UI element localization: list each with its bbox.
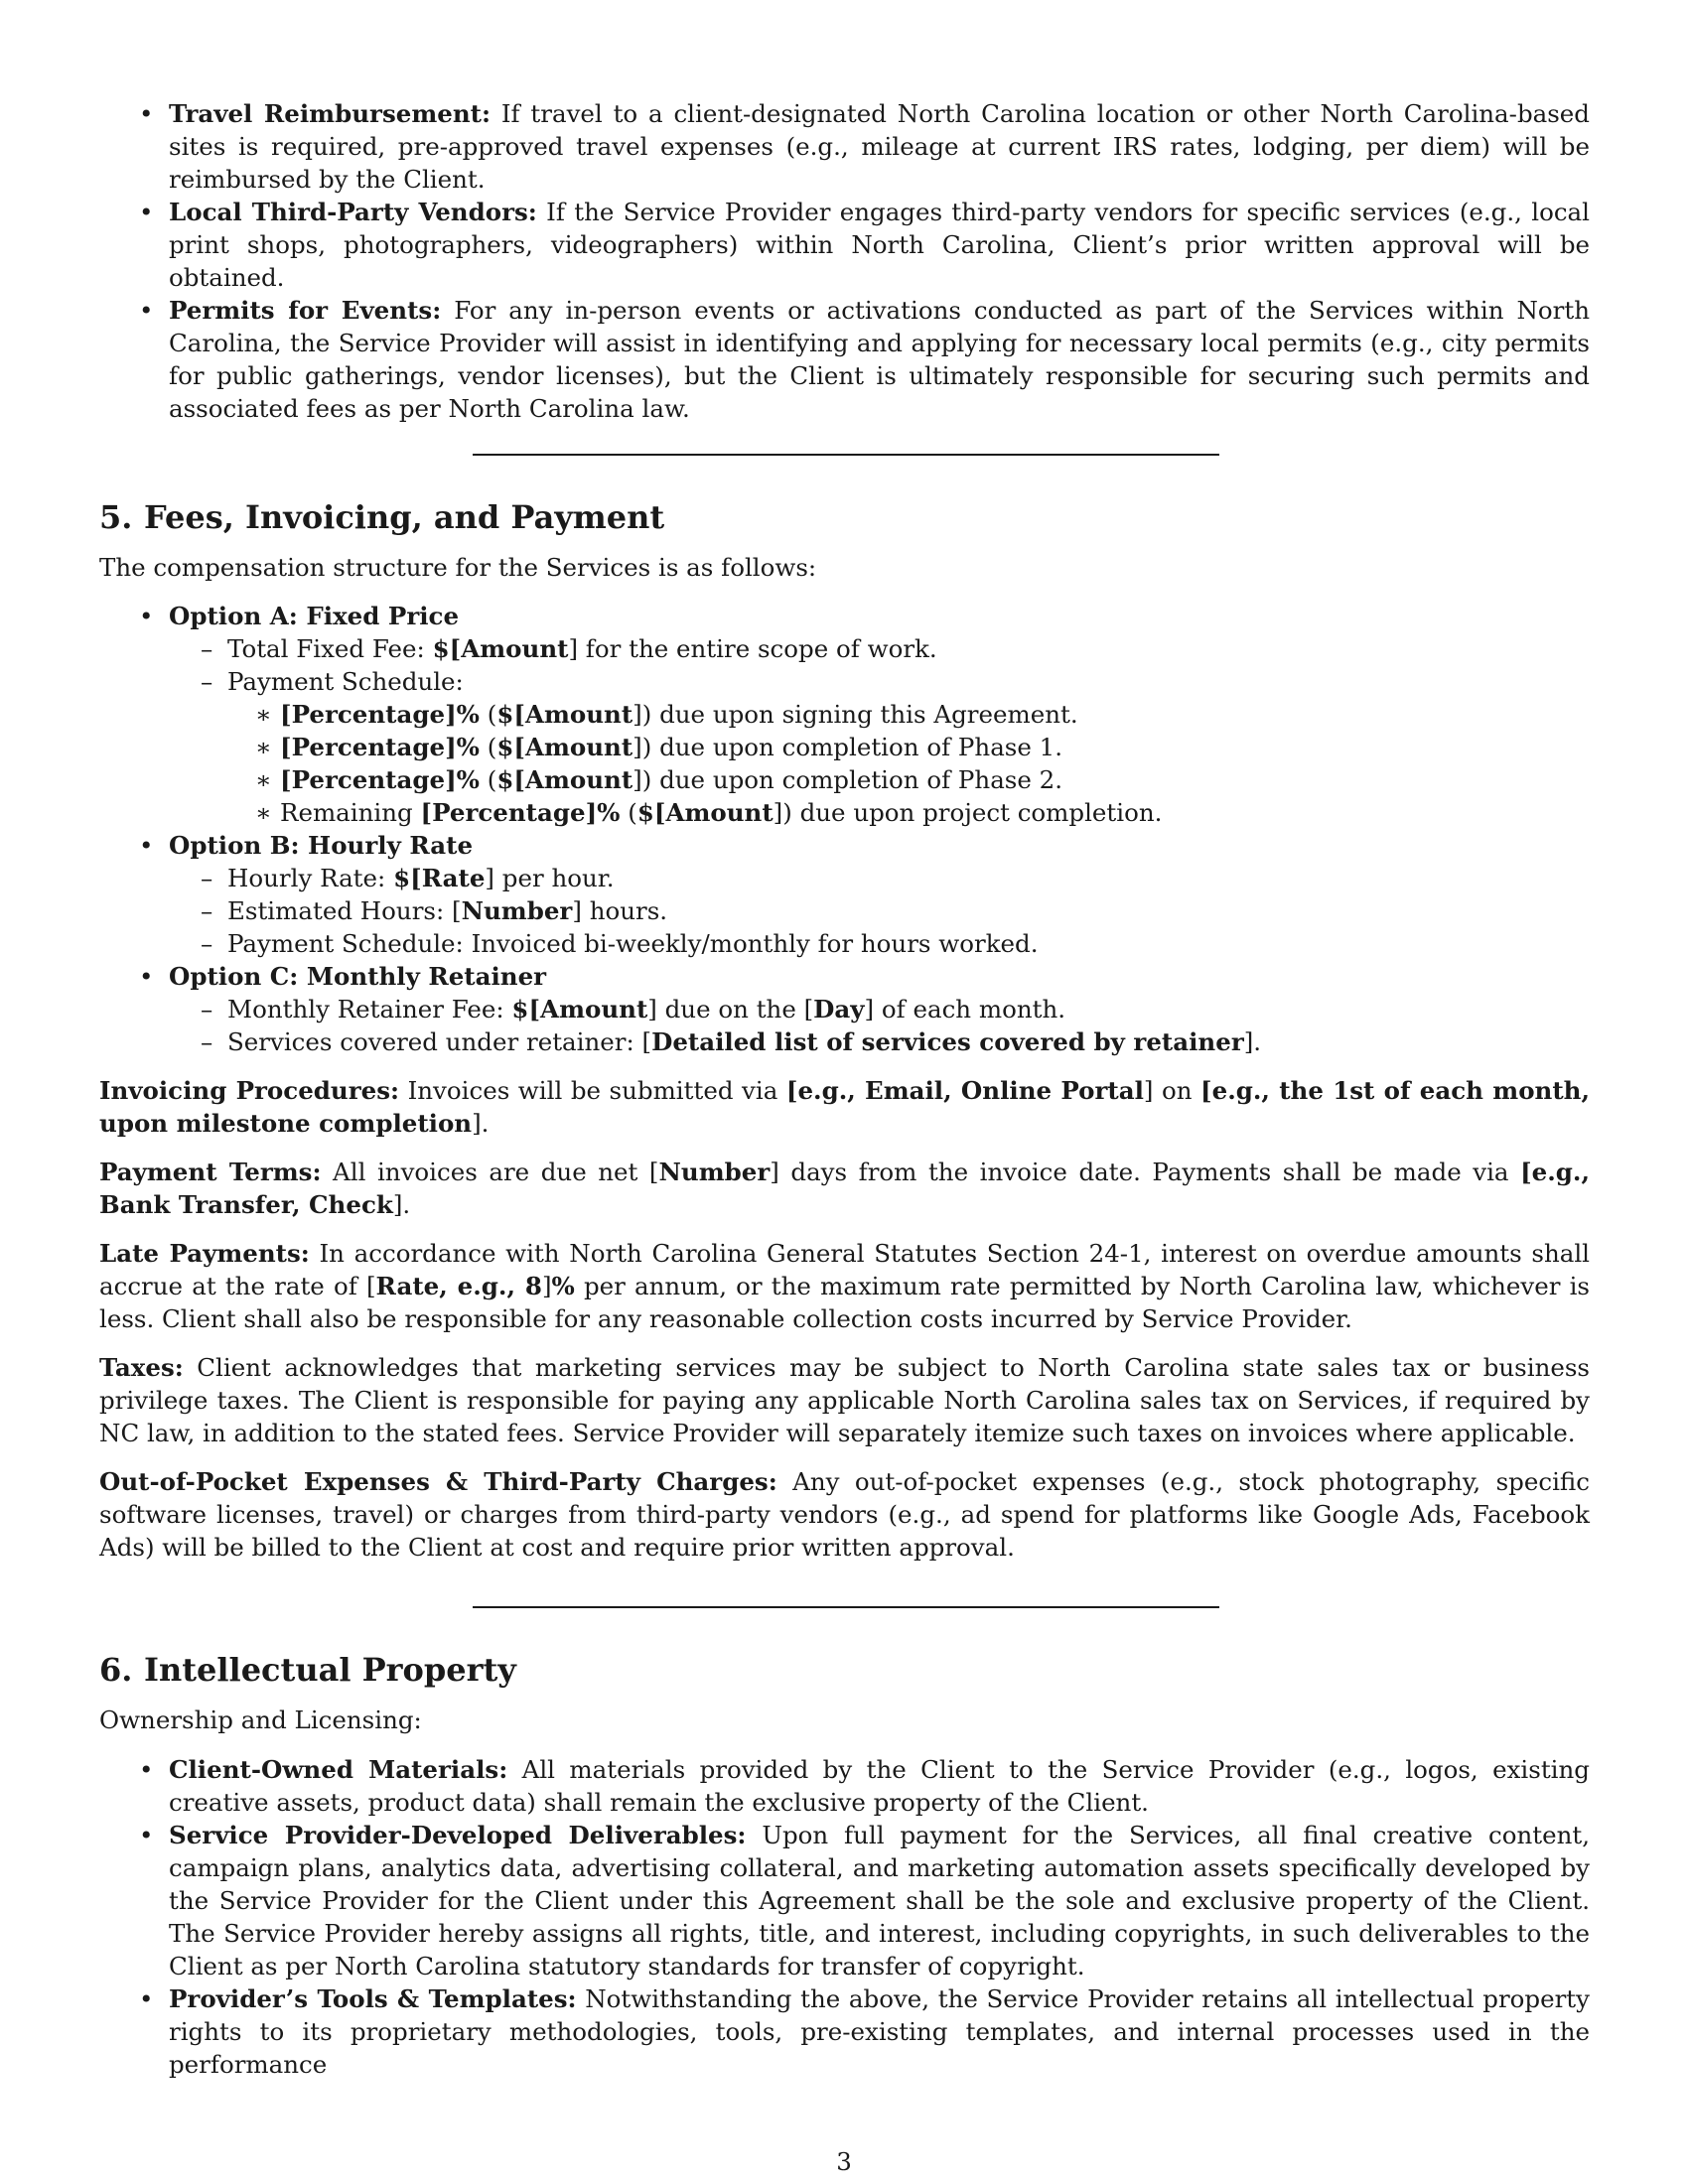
expenses-paragraph: Out-of-Pocket Expenses & Third-Party Charges: Any out-of-pocket expenses (e.g., stock photography, specific software licenses, travel) or charges from third-party vendors (e.g., ad spend for platforms like Google Ads, Facebook Ads) will be billed to the Client at cost and require prior written approval. [99, 1467, 1590, 1562]
list-item [99, 600, 1590, 829]
sub-list [169, 993, 1590, 1058]
item-label: Provider’s Tools & Templates: [169, 1984, 577, 2013]
item-label: Client-Owned Materials: [169, 1755, 508, 1784]
item-text: All materials provided by the Client to the Service Provider (e.g., logos, existing creative assets, product data) shall remain the exclusive property of the Client. [169, 1755, 1590, 1817]
list-item [99, 829, 1590, 960]
section-divider [473, 454, 1219, 456]
list-item: – Monthly Retainer Fee: $[Amount] due on the [Day] of each month. [169, 993, 1590, 1025]
list-item: – Hourly Rate: $[Rate] per hour. [169, 862, 1590, 894]
sub-list [169, 862, 1590, 960]
sub-list [169, 632, 1590, 829]
payment-schedule-list [227, 698, 1590, 829]
list-item: ∗ Remaining [Percentage]% ($[Amount]) due upon project completion. [227, 796, 1590, 829]
list-item [99, 1819, 1590, 1982]
item-label: Local Third-Party Vendors: [169, 198, 537, 226]
item-text: If the Service Provider engages third-party vendors for specific services (e.g., local print shops, photographers, videographers) within North Carolina, Client’s prior written approval will be obtained. [169, 198, 1591, 292]
item-label: Service Provider-Developed Deliverables: [169, 1821, 747, 1849]
section-title: Intellectual Property [144, 1651, 516, 1689]
fee-options-list [99, 600, 1590, 1058]
section-title: Fees, Invoicing, and Payment [144, 498, 665, 536]
list-item: – Payment Schedule: ∗ [Percentage]% ($[Amount]) due upon signing this Agreement. ∗ [Percentage]% ($[Amount]) due upon completion of Phase 1. ∗ [Percentage]% ($[Amount]) due upon completion of Phase 2. ∗ Remaining [Percentage]% ($[Amount]) due upon project completion. [169, 665, 1590, 829]
list-item: ∗ [Percentage]% ($[Amount]) due upon completion of Phase 2. [227, 763, 1590, 796]
list-item: – Payment Schedule: Invoiced bi-weekly/monthly for hours worked. [169, 927, 1590, 960]
option-title: Option A: Fixed Price [169, 602, 460, 630]
payment-terms-paragraph: Payment Terms: All invoices are due net [Number] days from the invoice date. Payments shall be made via [e.g., Bank Transfer, Check]. [99, 1158, 1590, 1219]
item-text: Notwithstanding the above, the Service Provider retains all intellectual property rights to its proprietary methodologies, tools, pre-existing templates, and internal processes used in the performance [169, 1984, 1590, 2079]
item-text: Upon full payment for the Services, all final creative content, campaign plans, analytics data, advertising collateral, and marketing automation assets specifically developed by the Service Provider for the Client under this Agreement shall be the sole and exclusive property of the Client. The Service Provider hereby assigns all rights, title, and interest, including copyrights, in such deliverables to the Client as per North Carolina statutory standards for transfer of copyright. [169, 1821, 1590, 1980]
option-title: Option C: Monthly Retainer [169, 962, 547, 991]
list-item: ∗ [Percentage]% ($[Amount]) due upon signing this Agreement. [227, 698, 1590, 731]
list-item [99, 97, 1590, 196]
section-number: 6. [99, 1651, 133, 1689]
late-payments-paragraph: Late Payments: In accordance with North Carolina General Statutes Section 24-1, interest on overdue amounts shall accrue at the rate of [Rate, e.g., 8]% per annum, or the maximum rate permitted by North Carolina law, whichever is less. Client shall also be responsible for any reasonable collection costs incurred by Service Provider. [99, 1239, 1590, 1333]
section-intro: The compensation structure for the Services is as follows: [99, 553, 817, 582]
page-content [99, 97, 1590, 2081]
list-item [99, 294, 1590, 425]
section-heading [99, 1650, 1590, 1690]
item-label: Permits for Events: [169, 296, 442, 325]
list-item [99, 1753, 1590, 1819]
list-item: – Services covered under retainer: [Detailed list of services covered by retainer]. [169, 1025, 1590, 1058]
section-divider [473, 1606, 1219, 1608]
expense-terms-list [99, 97, 1590, 425]
list-item [99, 960, 1590, 1058]
ip-terms-list [99, 1753, 1590, 2081]
item-text: If travel to a client-designated North Carolina location or other North Carolina-based sites is required, pre-approved travel expenses (e.g., mileage at current IRS rates, lodging, per diem) will be reimbursed by the Client. [169, 99, 1590, 194]
section-heading [99, 497, 1590, 537]
item-text: For any in-person events or activations conducted as part of the Services within North Carolina, the Service Provider will assist in identifying and applying for necessary local permits (e.g., city permits for public gatherings, vendor licenses), but the Client is ultimately responsible for securing such permits and associated fees as per North Carolina law. [169, 296, 1590, 423]
list-item [99, 1982, 1590, 2081]
list-item: – Total Fixed Fee: $[Amount] for the entire scope of work. [169, 632, 1590, 665]
list-item [99, 196, 1590, 294]
section-number: 5. [99, 498, 133, 536]
section-intro: Ownership and Licensing: [99, 1706, 422, 1734]
option-title: Option B: Hourly Rate [169, 831, 474, 860]
item-label: Travel Reimbursement: [169, 99, 492, 128]
list-item: ∗ [Percentage]% ($[Amount]) due upon completion of Phase 1. [227, 731, 1590, 763]
page-number: 3 [836, 2147, 852, 2176]
list-item: – Estimated Hours: [Number] hours. [169, 894, 1590, 927]
invoicing-procedures-paragraph: Invoicing Procedures: Invoices will be submitted via [e.g., Email, Online Portal] on [e.g., the 1st of each month, upon milestone completion]. [99, 1076, 1591, 1138]
taxes-paragraph: Taxes: Client acknowledges that marketing services may be subject to North Carolina state sales tax or business privilege taxes. The Client is responsible for paying any applicable North Carolina sales tax on Services, if required by NC law, in addition to the stated fees. Service Provider will separately itemize such taxes on invoices where applicable. [99, 1353, 1590, 1447]
